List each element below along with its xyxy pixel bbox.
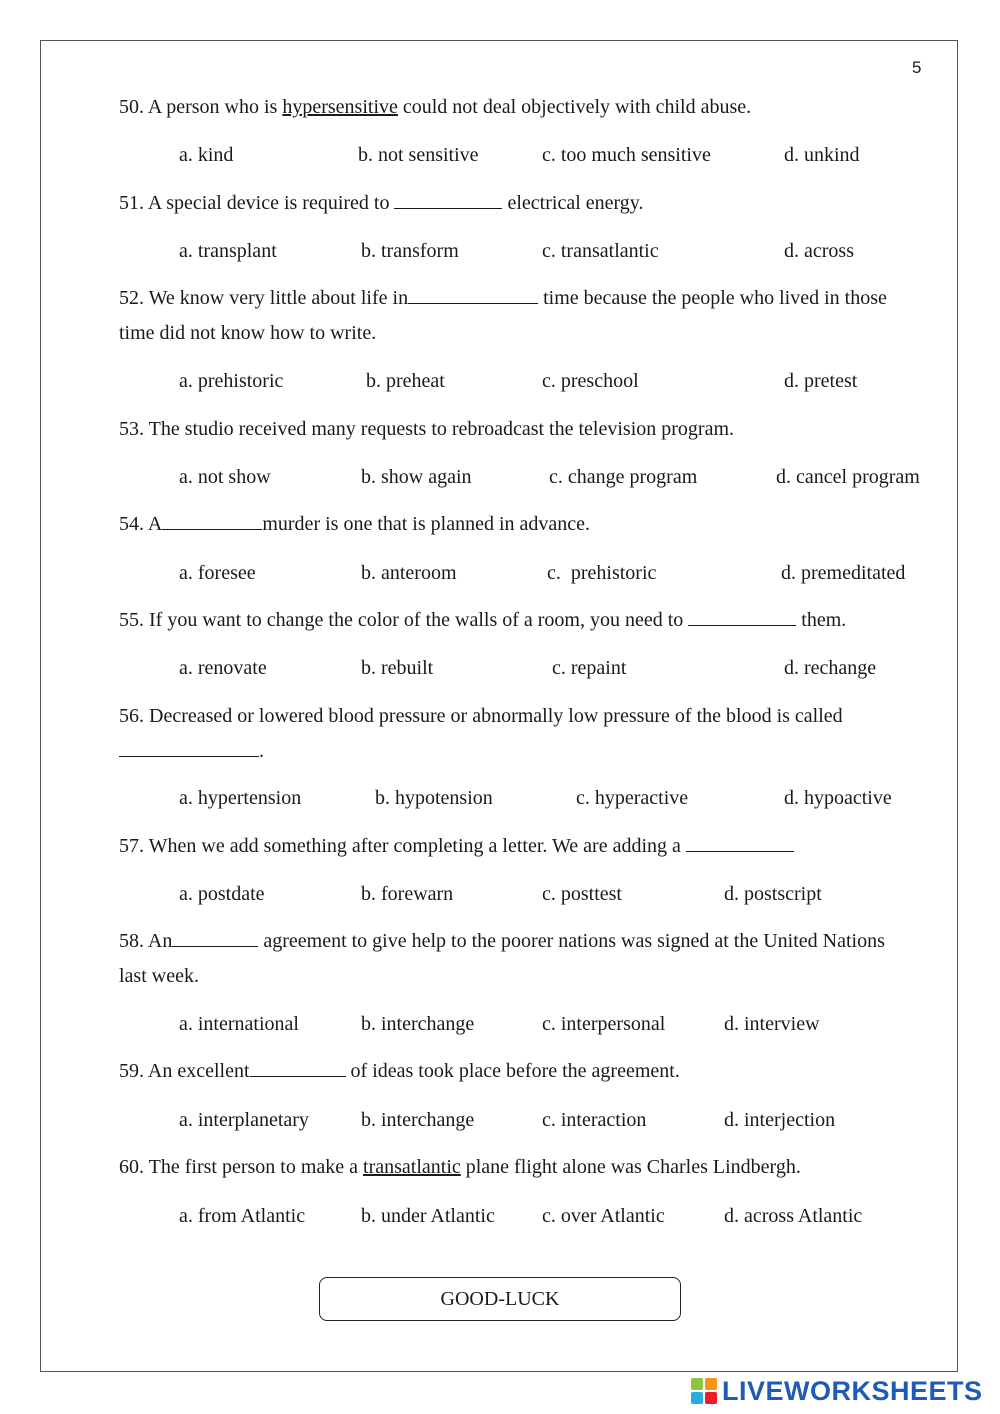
question-56: 56. Decreased or lowered blood pressure or abnormally low pressure of the blood is called. [119,705,843,762]
option-d[interactable]: d. hypoactive [784,787,892,809]
brand-name: LIVEWORKSHEETS [722,1375,983,1406]
question-51: 51. A special device is required to electrical energy. [119,192,644,214]
option-a[interactable]: a. from Atlantic [179,1205,306,1227]
option-c[interactable]: c. transatlantic [542,240,659,262]
option-b[interactable]: b. hypotension [375,787,493,809]
option-b[interactable]: b. anteroom [361,562,457,584]
answer-blank[interactable] [119,738,259,757]
option-b[interactable]: b. under Atlantic [361,1205,495,1227]
liveworksheets-logo[interactable] [690,1374,983,1408]
answer-blank[interactable] [162,511,262,530]
option-b[interactable]: b. transform [361,240,459,262]
option-b[interactable]: b. preheat [366,370,445,392]
answer-blank[interactable] [250,1058,346,1077]
liveworksheets-grid-icon [690,1377,718,1405]
option-d[interactable]: d. across [784,240,854,262]
option-b[interactable]: b. interchange [361,1013,475,1035]
option-d[interactable]: d. interjection [724,1109,836,1131]
option-c[interactable]: c. repaint [552,657,627,679]
question-60: 60. The first person to make a transatlantic plane flight alone was Charles Lindbergh. [119,1156,801,1178]
option-a[interactable]: a. kind [179,144,234,166]
question-53: 53. The studio received many requests to rebroadcast the television program. [119,418,734,440]
option-a[interactable]: a. foresee [179,562,256,584]
option-a[interactable]: a. transplant [179,240,277,262]
option-d[interactable]: d. unkind [784,144,860,166]
answer-blank[interactable] [688,607,796,626]
options-52 [119,367,999,395]
answer-blank[interactable] [408,285,538,304]
option-c[interactable]: c. preschool [542,370,639,392]
answer-blank[interactable] [686,833,794,852]
option-a[interactable]: a. renovate [179,657,267,679]
option-d[interactable]: d. across Atlantic [724,1205,863,1227]
underlined-word: hypersensitive [282,96,398,118]
option-d[interactable]: d. rechange [784,657,877,679]
option-a[interactable]: a. postdate [179,883,265,905]
question-55: 55. If you want to change the color of the walls of a room, you need to them. [119,609,847,631]
page-number: 5 [912,58,922,77]
question-58: 58. An agreement to give help to the poorer nations was signed at the United Nations last week. [119,930,885,987]
option-b[interactable]: b. rebuilt [361,657,434,679]
option-c[interactable]: c. interpersonal [542,1013,666,1035]
option-a[interactable]: a. not show [179,466,271,488]
option-a[interactable]: a. prehistoric [179,370,284,392]
question-52: 52. We know very little about life in time because the people who lived in those time did not know how to write. [119,287,887,344]
option-c[interactable]: c. change program [549,466,698,488]
option-c[interactable]: c. hyperactive [576,787,689,809]
question-57: 57. When we add something after completing a letter. We are adding a [119,829,939,864]
options-56 [119,784,999,812]
answer-blank[interactable] [172,928,258,947]
options-50 [119,141,999,169]
option-a[interactable]: a. international [179,1013,299,1035]
option-d[interactable]: d. cancel program [776,466,920,488]
options-54 [119,559,999,587]
options-51 [119,237,999,265]
option-c[interactable]: c. too much sensitive [542,144,711,166]
options-53 [119,463,999,491]
options-55 [119,654,999,682]
option-b[interactable]: b. interchange [361,1109,475,1131]
options-59 [119,1106,999,1134]
question-50: 50. A person who is hypersensitive could not deal objectively with child abuse. [119,96,752,118]
answer-blank[interactable] [394,190,502,209]
options-57 [119,880,999,908]
option-d[interactable]: d. pretest [784,370,858,392]
option-c[interactable]: c. interaction [542,1109,647,1131]
option-a[interactable]: a. interplanetary [179,1109,309,1131]
option-d[interactable]: d. premeditated [781,562,906,584]
options-60 [119,1202,999,1230]
option-b[interactable]: b. forewarn [361,883,454,905]
good-luck-box: GOOD-LUCK [319,1277,681,1321]
option-b[interactable]: b. not sensitive [358,144,479,166]
option-c[interactable]: c. prehistoric [547,562,657,584]
options-58 [119,1010,999,1038]
question-54: 54. A murder is one that is planned in advance. [119,513,591,535]
option-d[interactable]: d. interview [724,1013,820,1035]
option-c[interactable]: c. posttest [542,883,622,905]
option-c[interactable]: c. over Atlantic [542,1205,665,1227]
option-d[interactable]: d. postscript [724,883,822,905]
question-59: 59. An excellent of ideas took place before the agreement. [119,1060,680,1082]
underlined-word: transatlantic [363,1156,461,1178]
option-a[interactable]: a. hypertension [179,787,302,809]
option-b[interactable]: b. show again [361,466,472,488]
